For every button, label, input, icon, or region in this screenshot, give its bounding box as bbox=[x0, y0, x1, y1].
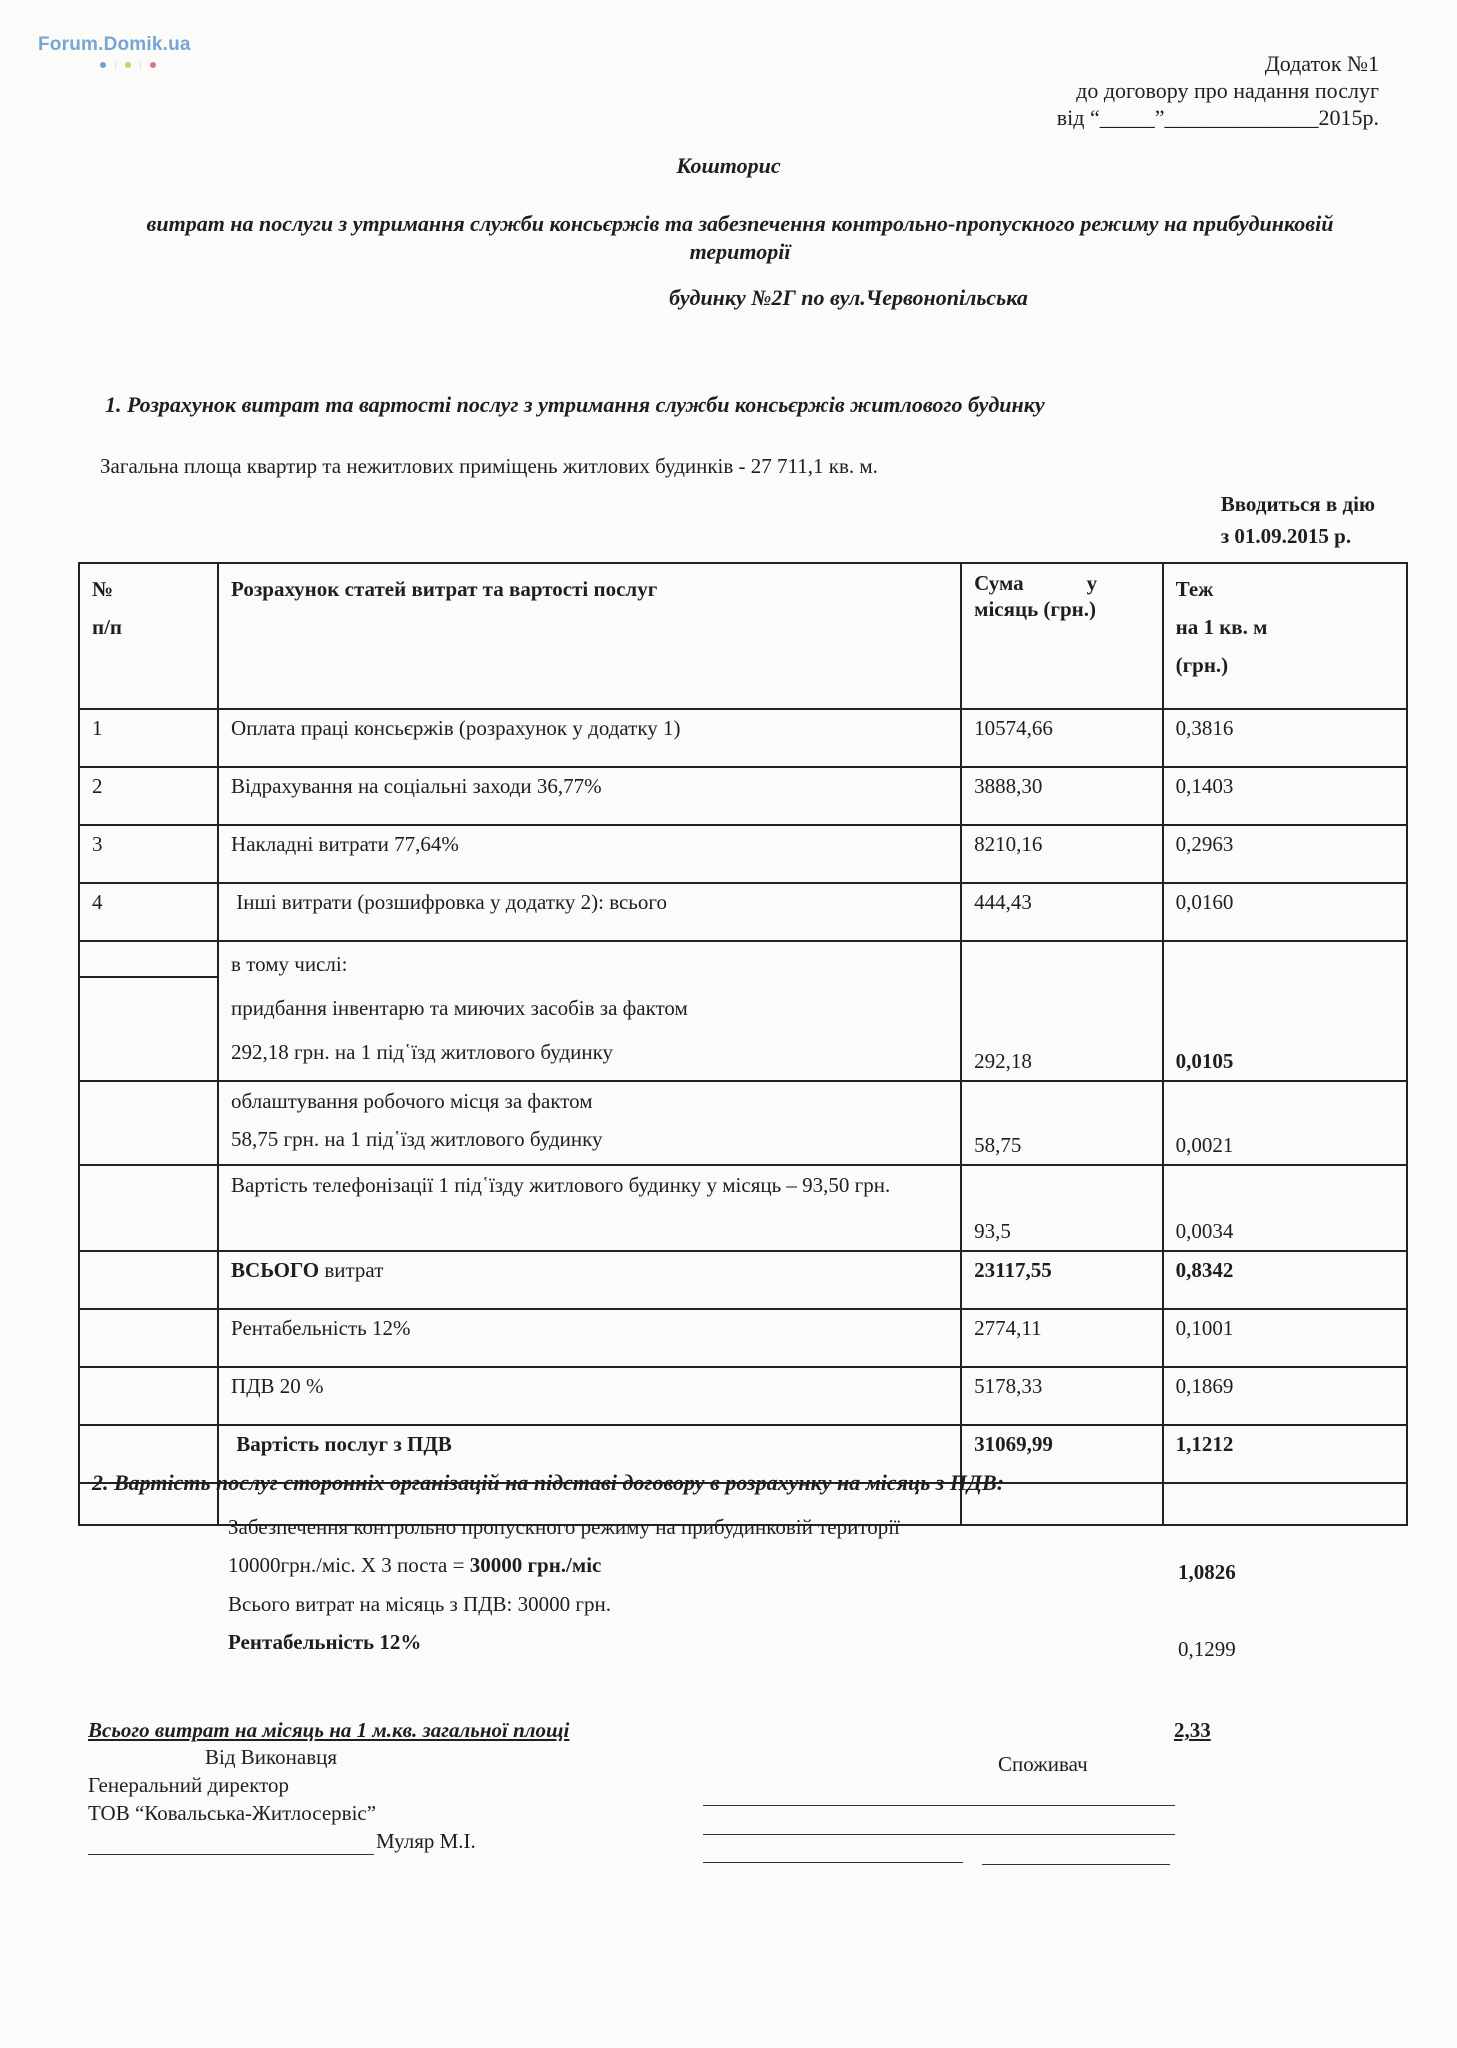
table-row bbox=[79, 883, 1407, 941]
table-row-profitability bbox=[79, 1309, 1407, 1367]
row-number-empty bbox=[79, 1251, 218, 1309]
document-subtitle: витрат на послуги з утримання служби консьєржів та забезпечення контрольно-пропускного режиму на прибудинковій території bbox=[146, 211, 1334, 264]
row-item: Вартість послуг з ПДВ bbox=[218, 1425, 961, 1483]
table-row-workplace bbox=[79, 1081, 1407, 1165]
table-row bbox=[79, 767, 1407, 825]
total-area-text: Загальна площа квартир та нежитлових приміщень житлових будинків - 27 711,1 кв. м. bbox=[100, 454, 878, 478]
header-item: Розрахунок статей витрат та вартості послуг bbox=[218, 563, 961, 709]
row-per-sqm: 0,0034 bbox=[1163, 1165, 1407, 1251]
table-header-row bbox=[79, 563, 1407, 709]
section2-line2-value: 1,0826 bbox=[1178, 1560, 1236, 1584]
executor-name: Муляр М.І. bbox=[376, 1829, 476, 1853]
table-row bbox=[79, 825, 1407, 883]
table-row-vat bbox=[79, 1367, 1407, 1425]
section2-heading: 2. Вартість послуг сторонніх організацій на підставі договору в розрахунку на місяць з ПДВ: bbox=[92, 1470, 1005, 1495]
row-item: в тому числі: придбання інвентарю та миючих засобів за фактом 292,18 грн. на 1 під῾їзд житлового будинку bbox=[218, 941, 961, 1081]
document-title: Кошторис bbox=[676, 153, 781, 178]
executor-signature-line bbox=[88, 1854, 374, 1855]
row-sum: 58,75 bbox=[961, 1081, 1162, 1165]
section2-line2: 10000грн./міс. Х 3 поста = 30000 грн./міс bbox=[228, 1553, 602, 1577]
row-number: 4 bbox=[79, 883, 218, 941]
row-number-empty bbox=[79, 1165, 218, 1251]
total-per-sqm-value: 2,33 bbox=[1174, 1718, 1211, 1742]
row-item: Вартість телефонізації 1 під῾їзду житлового будинку у місяць – 93,50 грн. bbox=[218, 1165, 961, 1251]
row-per-sqm: 0,1001 bbox=[1163, 1309, 1407, 1367]
consumer-label: Споживач bbox=[998, 1752, 1088, 1776]
watermark-logo: Forum.Domik.ua bbox=[38, 34, 191, 55]
row-sum: 5178,33 bbox=[961, 1367, 1162, 1425]
consumer-signature-line-1 bbox=[703, 1805, 1175, 1806]
row-sum: 3888,30 bbox=[961, 767, 1162, 825]
row-sum: 23117,55 bbox=[961, 1251, 1162, 1309]
section2-line1: Забезпечення контрольно пропускного режиму на прибудинковій території bbox=[228, 1515, 900, 1539]
row-number: 1 bbox=[79, 709, 218, 767]
header-sum: Сума у місяць (грн.) bbox=[961, 563, 1162, 709]
section2-line4: Рентабельність 12% bbox=[228, 1630, 422, 1654]
table-row-phone bbox=[79, 1165, 1407, 1251]
row-item: ВСЬОГО витрат bbox=[218, 1251, 961, 1309]
header-per-sqm: Теж на 1 кв. м (грн.) bbox=[1163, 563, 1407, 709]
row-item: Рентабельність 12% bbox=[218, 1309, 961, 1367]
row-per-sqm: 0,8342 bbox=[1163, 1251, 1407, 1309]
cost-table bbox=[78, 562, 1408, 1526]
section1-heading: 1. Розрахунок витрат та вартості послуг з утримання служби консьєржів житлового будинку bbox=[105, 392, 1045, 417]
row-number-empty bbox=[79, 1081, 218, 1165]
row-item: Оплата праці консьєржів (розрахунок у додатку 1) bbox=[218, 709, 961, 767]
row-number: 2 bbox=[79, 767, 218, 825]
row-item: Відрахування на соціальні заходи 36,77% bbox=[218, 767, 961, 825]
annex-number: Додаток №1 bbox=[1264, 51, 1379, 76]
watermark-dot-blue bbox=[100, 62, 106, 68]
row-per-sqm: 0,3816 bbox=[1163, 709, 1407, 767]
row-sum: 93,5 bbox=[961, 1165, 1162, 1251]
header-number: № п/п bbox=[79, 563, 218, 709]
row-per-sqm: 0,0105 bbox=[1163, 941, 1407, 1081]
row-item: ПДВ 20 % bbox=[218, 1367, 961, 1425]
annex-header bbox=[1057, 50, 1379, 131]
annex-date: від “_____”______________2015р. bbox=[1056, 105, 1379, 130]
row-number: 3 bbox=[79, 825, 218, 883]
row-sum: 8210,16 bbox=[961, 825, 1162, 883]
consumer-signature-line-3a bbox=[703, 1862, 963, 1863]
table-row-total-costs bbox=[79, 1251, 1407, 1309]
watermark-dot-pink bbox=[150, 62, 156, 68]
row-item: Інші витрати (розшифровка у додатку 2): всього bbox=[218, 883, 961, 941]
executor-position: Генеральний директор bbox=[88, 1773, 290, 1797]
total-per-sqm-label: Всього витрат на місяць на 1 м.кв. загальної площі bbox=[88, 1718, 570, 1742]
row-per-sqm: 0,0021 bbox=[1163, 1081, 1407, 1165]
row-number-empty bbox=[79, 1367, 218, 1425]
effective-label: Вводиться в дію bbox=[1220, 492, 1375, 516]
row-per-sqm: 0,2963 bbox=[1163, 825, 1407, 883]
row-item: Накладні витрати 77,64% bbox=[218, 825, 961, 883]
executor-label: Від Виконавця bbox=[205, 1745, 338, 1769]
watermark-dots bbox=[100, 61, 156, 69]
row-sum: 444,43 bbox=[961, 883, 1162, 941]
section2-line3: Всього витрат на місяць з ПДВ: 30000 грн. bbox=[228, 1592, 611, 1616]
document-address: будинку №2Г по вул.Червонопільська bbox=[669, 285, 1028, 310]
row-sum: 31069,99 bbox=[961, 1425, 1162, 1483]
row-per-sqm: 0,1403 bbox=[1163, 767, 1407, 825]
consumer-signature-line-2 bbox=[703, 1834, 1175, 1835]
effective-date bbox=[1221, 488, 1375, 552]
watermark-dot-green bbox=[125, 62, 131, 68]
row-number-empty bbox=[79, 941, 218, 1081]
table-row bbox=[79, 709, 1407, 767]
section2-line4-value: 0,1299 bbox=[1178, 1637, 1236, 1661]
row-sum: 292,18 bbox=[961, 941, 1162, 1081]
table-row-inventory bbox=[79, 941, 1407, 1081]
annex-contract: до договору про надання послуг bbox=[1076, 78, 1379, 103]
row-sum: 10574,66 bbox=[961, 709, 1162, 767]
consumer-signature-line-3b bbox=[982, 1864, 1170, 1865]
effective-date-value: з 01.09.2015 р. bbox=[1220, 524, 1352, 548]
row-per-sqm: 1,1212 bbox=[1163, 1425, 1407, 1483]
row-per-sqm: 0,0160 bbox=[1163, 883, 1407, 941]
row-per-sqm: 0,1869 bbox=[1163, 1367, 1407, 1425]
executor-company: ТОВ “Ковальська-Житлосервіс” bbox=[88, 1801, 377, 1825]
row-sum: 2774,11 bbox=[961, 1309, 1162, 1367]
row-item: облаштування робочого місця за фактом 58,75 грн. на 1 під῾їзд житлового будинку bbox=[218, 1081, 961, 1165]
row-number-empty bbox=[79, 1309, 218, 1367]
